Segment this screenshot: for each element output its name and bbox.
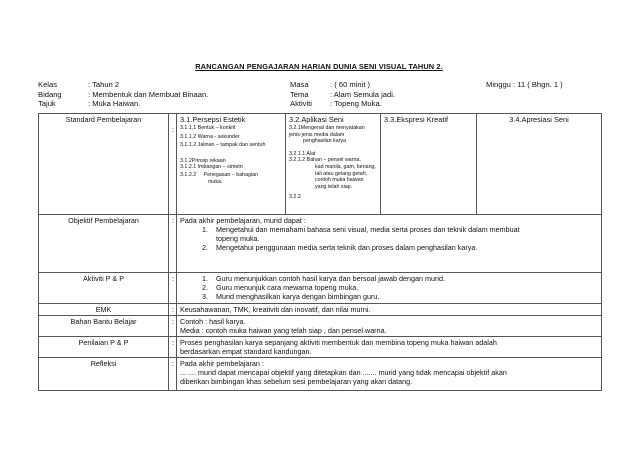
item-number: 1. [202,225,208,234]
aktiviti-item [180,292,598,301]
content-objektif [177,215,602,273]
row-bbm [39,316,602,337]
aktiviti-item [180,283,598,292]
item: 3.2.1.1 Alat [289,150,316,157]
meta-aktiviti [290,99,395,109]
objektif-item [180,234,598,243]
label-emk: EMK [39,304,169,316]
row-standard [39,114,602,215]
lesson-plan-table [38,113,602,391]
content-refleksi [177,358,602,391]
item: tali atau gelang getah, [315,170,368,177]
item: penghasilan karya [303,138,346,145]
item: 3.2.1.2 Bahan – pensel warna, [289,157,361,164]
item: 3.1.2Prinsip rekaan [180,157,226,164]
item: 3.2.2 [289,194,301,201]
meta-value: : Muka Haiwan. [88,99,141,109]
head-ekspresi-kreatif: 3.3.Ekspresi Kreatif [384,115,449,124]
label-penilaian: Penilaian P & P [39,337,169,358]
row-emk [39,304,602,316]
item: 3.1.1.2 Warna - sekunder [180,133,240,140]
item: contoh muka haiwan [315,177,364,184]
meta-value: : Topeng Muka. [330,99,382,109]
colon: : [169,337,177,358]
content-penilaian [177,337,602,358]
meta-tema [290,90,395,100]
item-number: 2. [202,243,208,252]
item-text: Guru menunjuk cara mewarna topeng muka. [216,283,359,292]
meta-left [38,80,208,109]
content-emk: Keusahawanan, TMK, kreativiti dan inovatif, dan nilai murni. [177,304,602,316]
label-bbm: Bahan Bantu Belajar [39,316,169,337]
col-persepsi-estetik [177,114,286,215]
label-objektif: Objektif Pembelajaran [39,215,169,273]
refleksi-line: Pada akhir pembelajaran : [180,359,264,368]
objektif-intro: Pada akhir pembelajaran, murid dapat : [180,216,306,225]
content-aktiviti [177,273,602,304]
colon: : [169,215,177,273]
colon-text: : [172,125,174,134]
meta-key: Bidang [38,89,62,99]
content-bbm [177,316,602,337]
item: 3.1.1.1 Bentuk – konkrit [180,125,236,131]
item: jenis-jenis media dalam [289,131,345,138]
colon [169,114,177,215]
refleksi-line: ... .... murid dapat mencapai objektif yang ditetapkan dan ....... murid yang tidak mencapai objektif akan [180,368,507,377]
col-aplikasi-seni [286,114,381,215]
document-title: RANCANGAN PENGAJARAN HARIAN DUNIA SENI VISUAL TAHUN 2. [195,62,443,71]
item-number: 1. [202,274,208,283]
meta-key: Masa [290,80,309,89]
objektif-item [180,225,598,234]
meta-mid [290,80,395,109]
colon: : [169,304,177,316]
meta-key: Kelas [38,80,57,89]
row-objektif [39,215,602,273]
meta-value: : ( 60 minit ) [330,80,371,89]
item-text: Guru menunjukkan contoh hasil karya dan bersoal jawab dengan murid. [216,274,445,283]
penilaian-line: Proses penghasilan karya sepanjang aktiviti membentuk dan membina topeng muka haiwan adalah [180,338,497,347]
item-text: Murid menghasilkan karya dengan bimbingan guru. [216,292,380,301]
objektif-item [180,243,598,252]
meta-value: : Membentuk dan Membuat Binaan. [88,89,209,99]
meta-minggu: Minggu : 11 ( Bhgn. 1 ) [486,80,563,89]
head-persepsi-estetik: 3.1.Persepsi Estetik [180,115,246,124]
refleksi-line: diberikan bimbingan khas sebelum sesi pembelajaran yang akan datang. [180,377,413,386]
meta-tajuk [38,99,208,109]
item: 3.2.1Mengenal dan menyatakan [289,125,365,131]
colon: : [169,358,177,391]
item-text: Mengetahui dan memahami bahasa seni visual, media serta proses dan teknik dalam membuat [216,225,520,234]
label-refleksi: Refleksi [39,358,169,391]
col-ekspresi-kreatif [381,114,477,215]
item: yang telah siap. [315,183,353,190]
aktiviti-item [180,274,598,283]
item: 3.1.1.2 Jalinan – tampak dan sentuh [180,142,266,149]
meta-key: Aktiviti [290,99,312,109]
meta-key: Tema [290,89,309,99]
row-aktiviti [39,273,602,304]
meta-kelas [38,80,208,90]
meta-value: : Tahun 2 [88,80,120,89]
meta-key: Tajuk [38,99,56,109]
label-standard: Standard Pembelajaran [39,114,169,215]
bbm-line: Media : contoh muka haiwan yang telah siap , dan pensel warna. [180,326,387,335]
meta-bidang [38,90,208,100]
item-text: Mengetahui penggunaan media serta teknik dan proses dalam penghasilan karya. [216,243,478,252]
colon: : [169,273,177,304]
meta-value: : Alam Semula jadi. [330,89,395,99]
item-number: 2. [202,283,208,292]
bbm-line: Contoh : hasil karya. [180,317,246,326]
colon: : [169,316,177,337]
row-penilaian [39,337,602,358]
penilaian-line: berdasarkan empat standard kandungan. [180,347,312,356]
item-text: topeng muka. [216,234,260,243]
item: kad manila, gam, benang, [315,163,376,170]
item: 3.1.2.1 Imbangan – simetri [180,164,243,171]
col-apresiasi-seni [477,114,602,215]
row-refleksi [39,358,602,391]
item: 3.1.2.2 Penegasan – bahagian [180,171,259,178]
label-aktiviti: Aktiviti P & P [39,273,169,304]
meta-masa [290,80,395,90]
head-apresiasi-seni: 3.4.Apresiasi Seni [509,115,569,124]
item-number: 3. [202,292,208,301]
item: muka. [208,178,223,185]
head-aplikasi-seni: 3.2.Aplikasi Seni [289,115,344,124]
